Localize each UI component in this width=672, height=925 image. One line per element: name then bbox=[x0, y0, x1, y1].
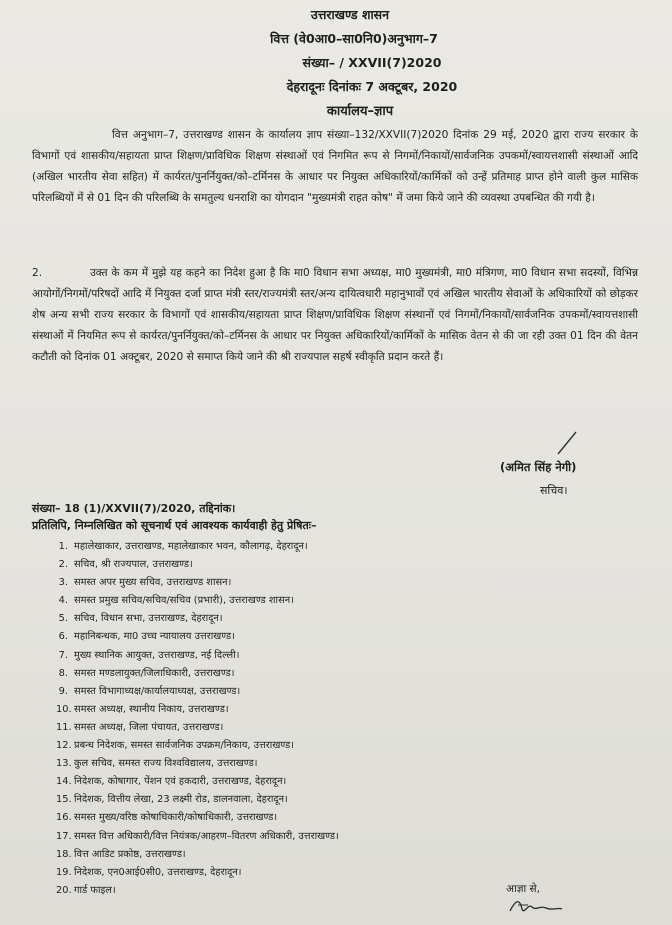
paragraph-2-text: उक्त के कम में मुझे यह कहने का निदेश हुआ है कि मा0 विधान सभा अध्यक्ष, मा0 मुख्यमंत्री, मा0 मंत्रिगण, मा0 विधान सभा सदस्यों, विभिन्न आयोगों/निगमों/परिषदों आदि में नियुक्त दर्जा प्राप्त मंत्री स्तर/राज्यमंत्री स्तर/अन्य दायित्वधारी महानुभावों एवं अखिल भारतीय सेवाओं के अधिकारियों को छोड़कर शेष अन्य सभी राज्य सरकार के विभागों एवं शासकीय/सहायता प्राप्त शिक्षण/प्राविधिक शिक्षण संस्थानों एवं निगमों/निकायों/सार्वजनिक उपकमों/स्वायत्तशासी संस्थाओं में नियमित रूप से कार्यरत/पुनर्नियुक्त/को–टर्मिनस के आधार पर नियुक्त अधिकारियों/कार्मिकों के मासिक वेतन से की जा रही उक्त 01 दिन की वेतन कटौती को दिनांक 01 अक्टूबर, 2020 से समाप्त किये जाने की श्री राज्यपाल सहर्ष स्वीकृति प्रदान करते हैं। bbox=[32, 267, 638, 364]
distribution-item-number: 13. bbox=[56, 758, 72, 770]
distribution-item bbox=[56, 737, 339, 755]
by-order-text: आज्ञा से, bbox=[506, 883, 540, 895]
distribution-item-text: समस्त विभागाध्यक्ष/कार्यालयाध्यक्ष, उत्तराखण्ड। bbox=[74, 685, 241, 697]
distribution-item-number: 7. bbox=[58, 649, 68, 661]
distribution-item bbox=[56, 610, 339, 628]
signatory-name: (अमित सिंह नेगी) bbox=[500, 460, 577, 474]
distribution-item-text: महानिबन्धक, मा0 उच्च न्यायालय उत्तराखण्ड। bbox=[74, 631, 235, 643]
distribution-item-text: महालेखाकार, उत्तराखण्ड, महालेखाकार भवन, कौलागढ़, देहरादून। bbox=[74, 541, 308, 552]
distribution-item-number: 8. bbox=[58, 667, 68, 679]
paragraph-2 bbox=[32, 263, 638, 368]
distribution-item-number: 14. bbox=[56, 776, 72, 788]
distribution-item-number: 9. bbox=[58, 685, 68, 697]
distribution-item bbox=[56, 809, 339, 827]
distribution-item-text: कुल सचिव, समस्त राज्य विश्वविद्यालय, उत्तराखण्ड। bbox=[74, 758, 258, 770]
distribution-item-number: 5. bbox=[58, 613, 68, 625]
distribution-item bbox=[56, 628, 339, 646]
distribution-item-text: समस्त अध्यक्ष, स्थानीय निकाय, उत्तराखण्ड। bbox=[74, 703, 229, 715]
handwritten-signature bbox=[506, 895, 566, 917]
distribution-item-text: निदेशक, कोषागार, पेंशन एवं हकदारी, उत्तराखण्ड, देहरादून। bbox=[74, 776, 287, 788]
distribution-item bbox=[56, 701, 339, 719]
distribution-item-number: 11. bbox=[56, 721, 72, 733]
distribution-item-text: समस्त वित्त अधिकारी/वित्त नियंत्रक/आहरण–वितरण अधिकारी, उत्तराखण्ड। bbox=[74, 830, 339, 842]
government-name: उत्तराखण्ड शासन bbox=[310, 7, 390, 22]
distribution-item-number: 10. bbox=[56, 703, 72, 715]
distribution-item bbox=[56, 647, 339, 665]
distribution-item bbox=[56, 556, 339, 574]
distribution-item-number: 3. bbox=[58, 577, 68, 589]
issue-date: देहरादूनः दिनांकः 7 अक्टूबर, 2020 bbox=[286, 79, 458, 94]
distribution-item-number: 6. bbox=[58, 631, 68, 643]
distribution-item-number: 20. bbox=[56, 884, 72, 896]
distribution-item-number: 18. bbox=[56, 848, 72, 860]
paragraph-2-number: 2. bbox=[32, 267, 43, 279]
distribution-item-text: निदेशक, एन0आई0सी0, उत्तराखण्ड, देहरादून। bbox=[74, 866, 242, 878]
distribution-item bbox=[56, 592, 339, 610]
distribution-item-text: सचिव, विधान सभा, उत्तराखण्ड, देहरादून। bbox=[74, 613, 223, 625]
paragraph-1: वित्त अनुभाग–7, उत्तराखण्ड शासन के कार्यालय ज्ञाप संख्या–132/XXVII(7)2020 दिनांक 29 मई, 2020 द्वारा राज्य सरकार के विभागों एवं शासकीय/सहायता प्राप्त शिक्षण/प्राविधिक शिक्षण संस्थाओं एवं निगमित रूप से निगमों/निकायों/सार्वजनिक उपकमों/स्वायत्तशासी संस्थाओं आदि (अखिल भारतीय सेवा सहित) में कार्यरत/पुनर्नियुक्त/को–टर्मिनस के आधार पर नियुक्त अधिकारियों/कार्मिकों को उन्हें प्रतिमाह प्राप्त होने वाली कुल मासिक परिलब्धियों में से 01 दिन की परिलब्धि के समतुल्य धनराशि का योगदान "मुख्यमंत्री राहत कोष" में जमा किये जाने की व्यवस्था उपबन्धित की गयी है। bbox=[32, 129, 638, 205]
distribution-item-text: निदेशक, वित्तीय लेखा, 23 लक्ष्मी रोड, डालनवाला, देहरादून। bbox=[74, 794, 288, 806]
distribution-item bbox=[56, 791, 339, 809]
distribution-item bbox=[56, 773, 339, 791]
distribution-item bbox=[56, 719, 339, 737]
distribution-item-text: समस्त अपर मुख्य सचिव, उत्तराखण्ड शासन। bbox=[74, 577, 232, 589]
distribution-item bbox=[56, 846, 339, 864]
distribution-item bbox=[56, 538, 339, 556]
distribution-item-number: 17. bbox=[56, 830, 72, 842]
copy-reference-number: संख्या– 18 (1)/XXVII(7)/2020, तद्दिनांक। bbox=[32, 502, 236, 515]
distribution-item-text: सचिव, श्री राज्यपाल, उत्तराखण्ड। bbox=[74, 559, 193, 571]
distribution-item bbox=[56, 864, 339, 882]
distribution-item bbox=[56, 683, 339, 701]
distribution-item-text: प्रबन्ध निदेशक, समस्त सार्वजनिक उपक्रम/निकाय, उत्तराखण्ड। bbox=[74, 740, 294, 752]
distribution-item bbox=[56, 882, 339, 900]
distribution-item bbox=[56, 574, 339, 592]
distribution-item-text: समस्त मुख्य/वरिष्ठ कोषाधिकारी/कोषाधिकारी, उत्तराखण्ड। bbox=[74, 812, 278, 824]
distribution-item-number: 16. bbox=[56, 812, 72, 824]
distribution-item-number: 4. bbox=[58, 595, 68, 607]
distribution-item-text: वित्त आडिट प्रकोष्ठ, उत्तराखण्ड। bbox=[74, 848, 186, 860]
distribution-item-number: 1. bbox=[58, 541, 68, 552]
distribution-item-text: समस्त मण्डलायुक्त/जिलाधिकारी, उत्तराखण्ड। bbox=[74, 667, 235, 679]
distribution-item-text: समस्त प्रमुख सचिव/सचिव/सचिव (प्रभारी), उत्तराखण्ड शासन। bbox=[74, 595, 294, 607]
distribution-item-number: 12. bbox=[56, 740, 72, 752]
distribution-item-number: 2. bbox=[58, 559, 68, 571]
distribution-item-text: मुख्य स्थानिक आयुक्त, उत्तराखण्ड, नई दिल्ली। bbox=[74, 649, 240, 661]
distribution-item-number: 19. bbox=[56, 866, 72, 878]
distribution-item-number: 15. bbox=[56, 794, 72, 806]
reference-number: संख्या– / XXVII(7)2020 bbox=[302, 55, 442, 70]
distribution-item bbox=[56, 665, 339, 683]
distribution-list bbox=[56, 538, 339, 900]
distribution-item-text: गार्ड फाइल। bbox=[74, 884, 116, 896]
distribution-item bbox=[56, 828, 339, 846]
signature-mark-icon bbox=[556, 430, 578, 456]
document-type-title: कार्यालय–ज्ञाप bbox=[326, 104, 394, 119]
distribution-item bbox=[56, 755, 339, 773]
distribution-item-text: समस्त अध्यक्ष, जिला पंचायत, उत्तराखण्ड। bbox=[74, 721, 224, 733]
copy-heading: प्रतिलिपि, निम्नलिखित को सूचनार्थ एवं आवश्यक कार्यवाही हेतु प्रेषितः– bbox=[32, 519, 317, 532]
signatory-designation: सचिव। bbox=[540, 484, 568, 497]
department-name: वित्त (वे0आ0–सा0नि0)अनुभाग–7 bbox=[270, 31, 438, 46]
